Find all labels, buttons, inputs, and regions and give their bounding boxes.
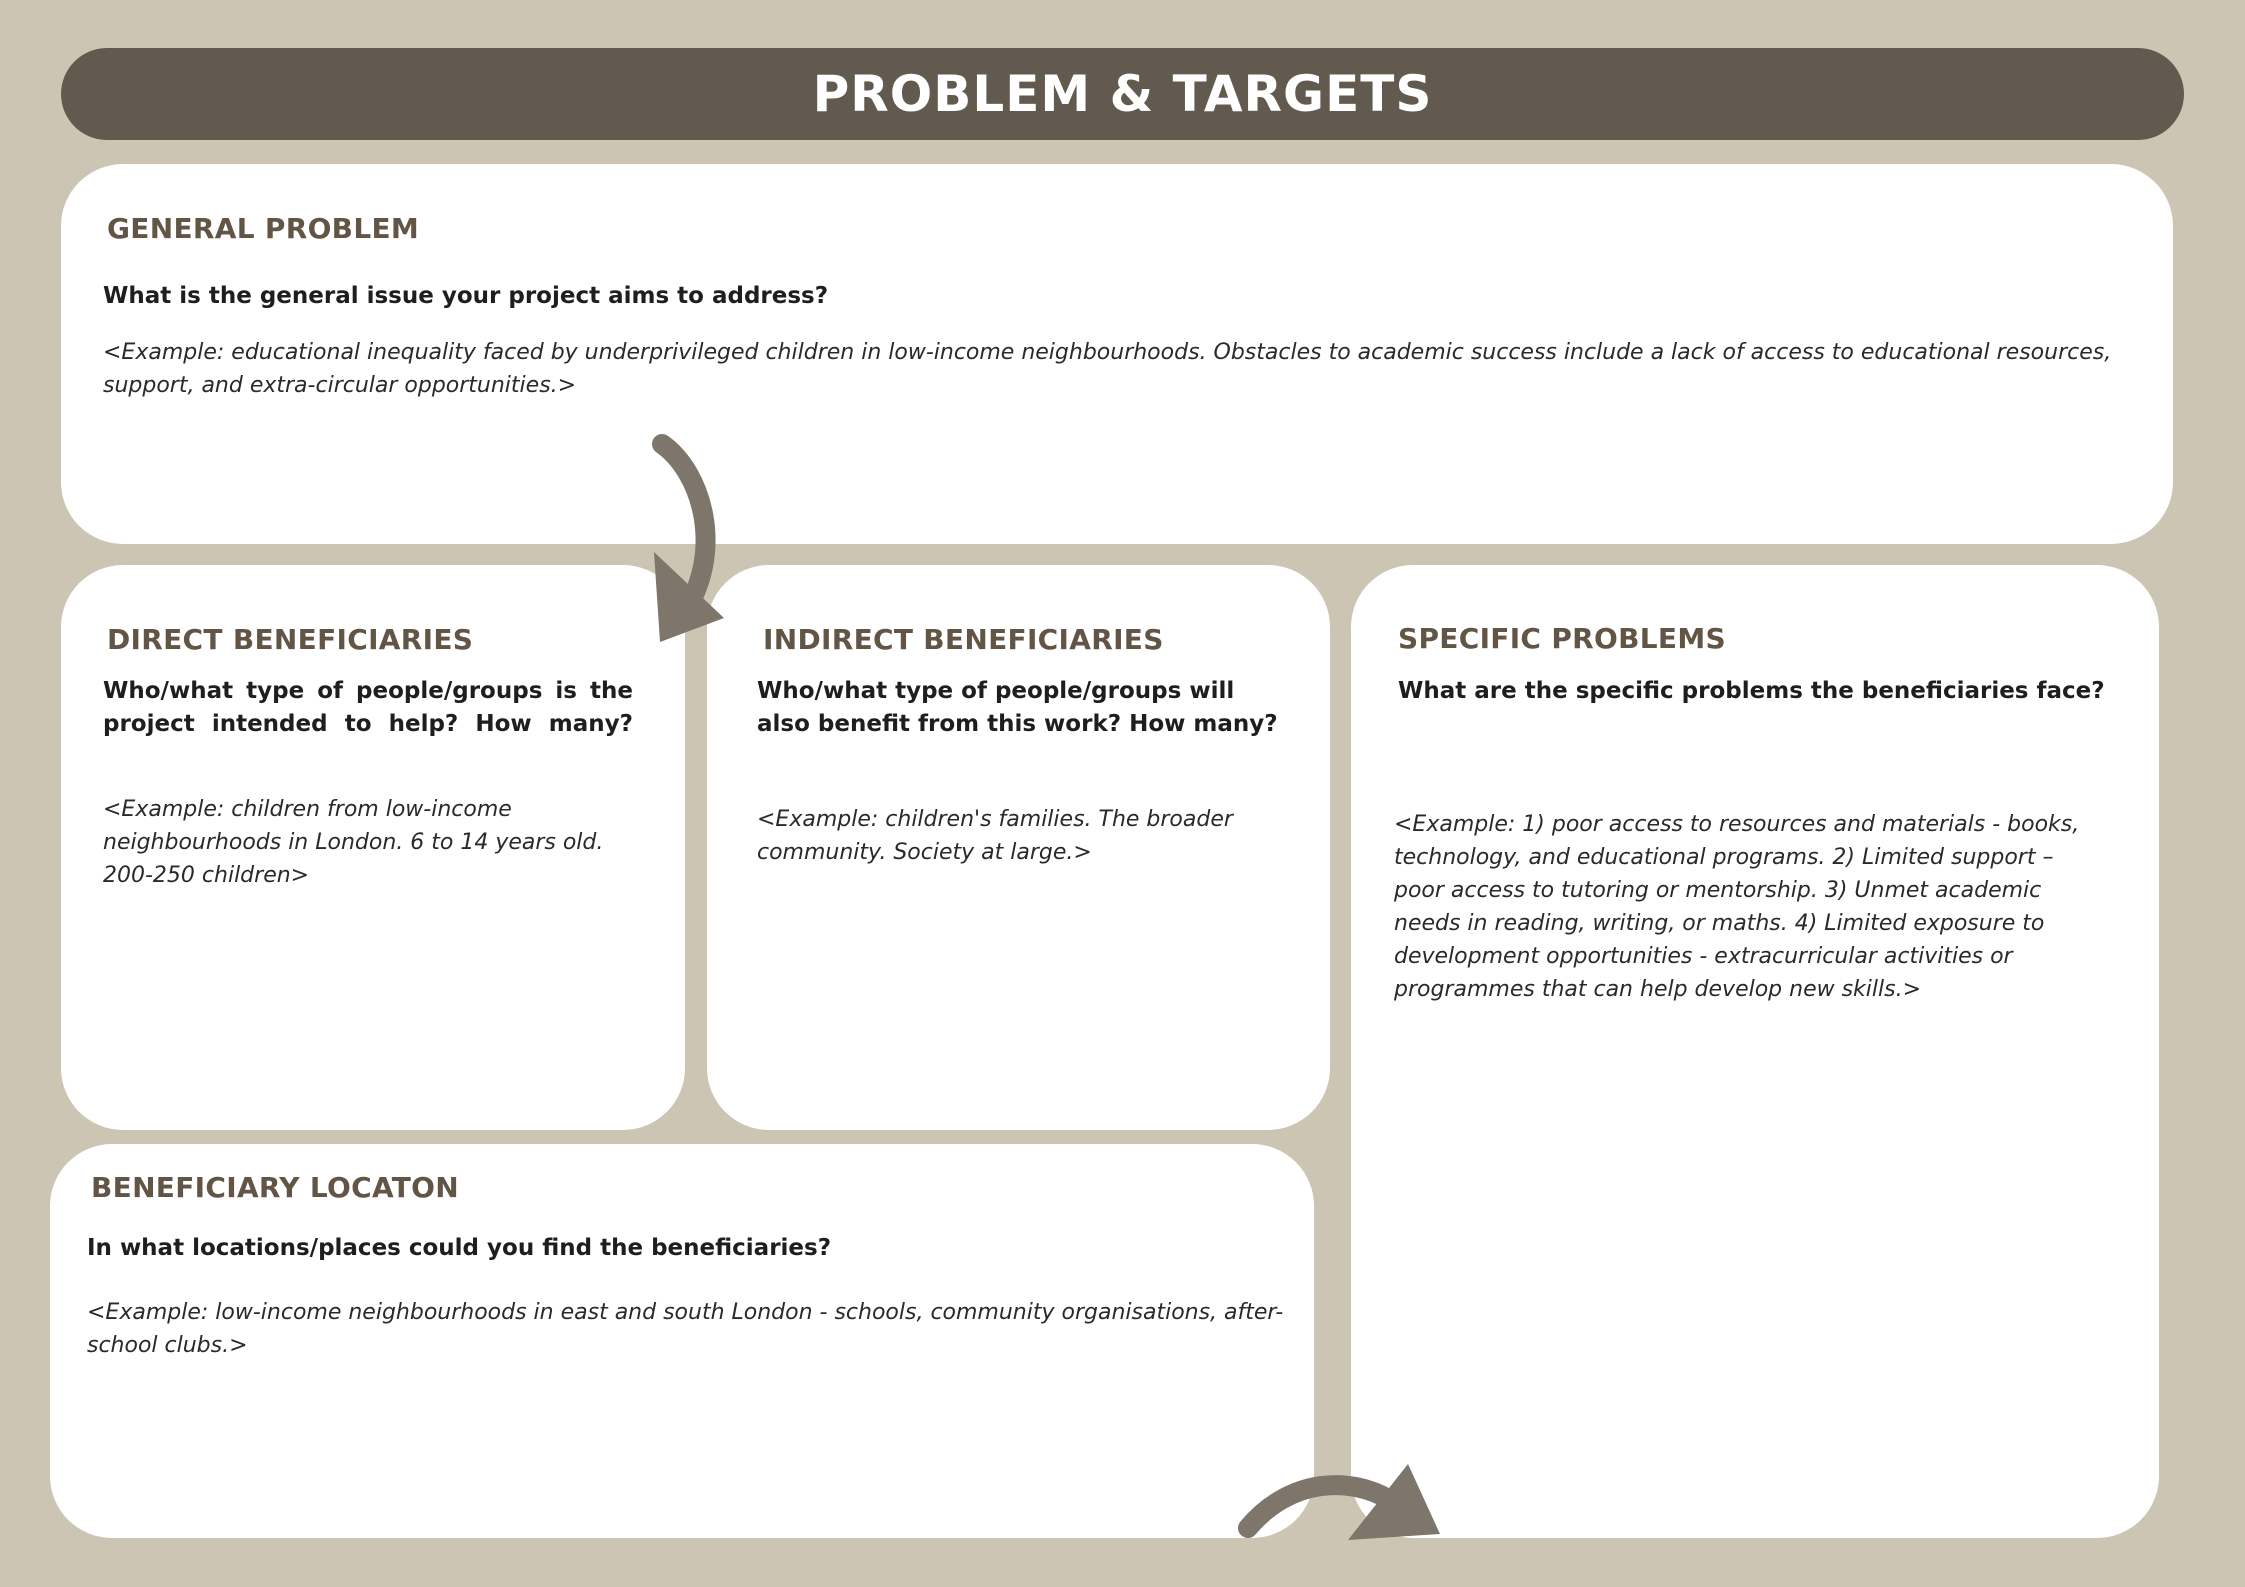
beneficiary-location-question: In what locations/places could you find the beneficiaries?	[87, 1235, 832, 1261]
general-problem-card	[61, 164, 2173, 544]
direct-beneficiaries-example: <Example: children from low-income neighbourhoods in London. 6 to 14 years old. 200-250 children>	[103, 797, 604, 888]
specific-problems-question: What are the specific problems the beneficiaries face?	[1398, 678, 2105, 704]
general-problem-example: <Example: educational inequality faced by underprivileged children in low-income neighbourhoods. Obstacles to academic success include a lack of access to educational resources, support, and extra-circular opportunities.>	[103, 340, 2112, 398]
curved-right-arrow-icon	[1240, 1462, 1450, 1542]
beneficiary-location-title: BENEFICIARY LOCATON	[91, 1171, 459, 1204]
general-problem-question: What is the general issue your project aims to address?	[103, 283, 829, 309]
indirect-beneficiaries-card	[707, 565, 1330, 1130]
page-title: PROBLEM & TARGETS	[812, 65, 1433, 123]
indirect-beneficiaries-example: <Example: children's families. The broader community. Society at large.>	[757, 807, 1233, 865]
general-problem-title: GENERAL PROBLEM	[107, 212, 420, 245]
specific-problems-title: SPECIFIC PROBLEMS	[1398, 622, 1726, 655]
direct-beneficiaries-question: Who/what type of people/groups is the project intended to help? How many?	[103, 678, 633, 737]
direct-beneficiaries-title: DIRECT BENEFICIARIES	[107, 623, 474, 656]
indirect-beneficiaries-title: INDIRECT BENEFICIARIES	[763, 623, 1164, 656]
specific-problems-card	[1351, 565, 2159, 1538]
beneficiary-location-example: <Example: low-income neighbourhoods in east and south London - schools, community organisations, after-school clubs.>	[87, 1300, 1284, 1358]
specific-problems-example: <Example: 1) poor access to resources and materials - books, technology, and educational programs. 2) Limited support – poor access to tutoring or mentorship. 3) Unmet academic needs in reading, writing, or maths. 4) Limited exposure to development opportunities - extracurricular activities or programmes that can help develop new skills.>	[1394, 812, 2080, 1002]
indirect-beneficiaries-question: Who/what type of people/groups will also benefit from this work? How many?	[757, 678, 1278, 737]
curved-down-arrow-icon	[640, 440, 730, 650]
beneficiary-location-card	[50, 1144, 1314, 1538]
direct-beneficiaries-card	[61, 565, 685, 1130]
header-banner	[61, 48, 2184, 140]
